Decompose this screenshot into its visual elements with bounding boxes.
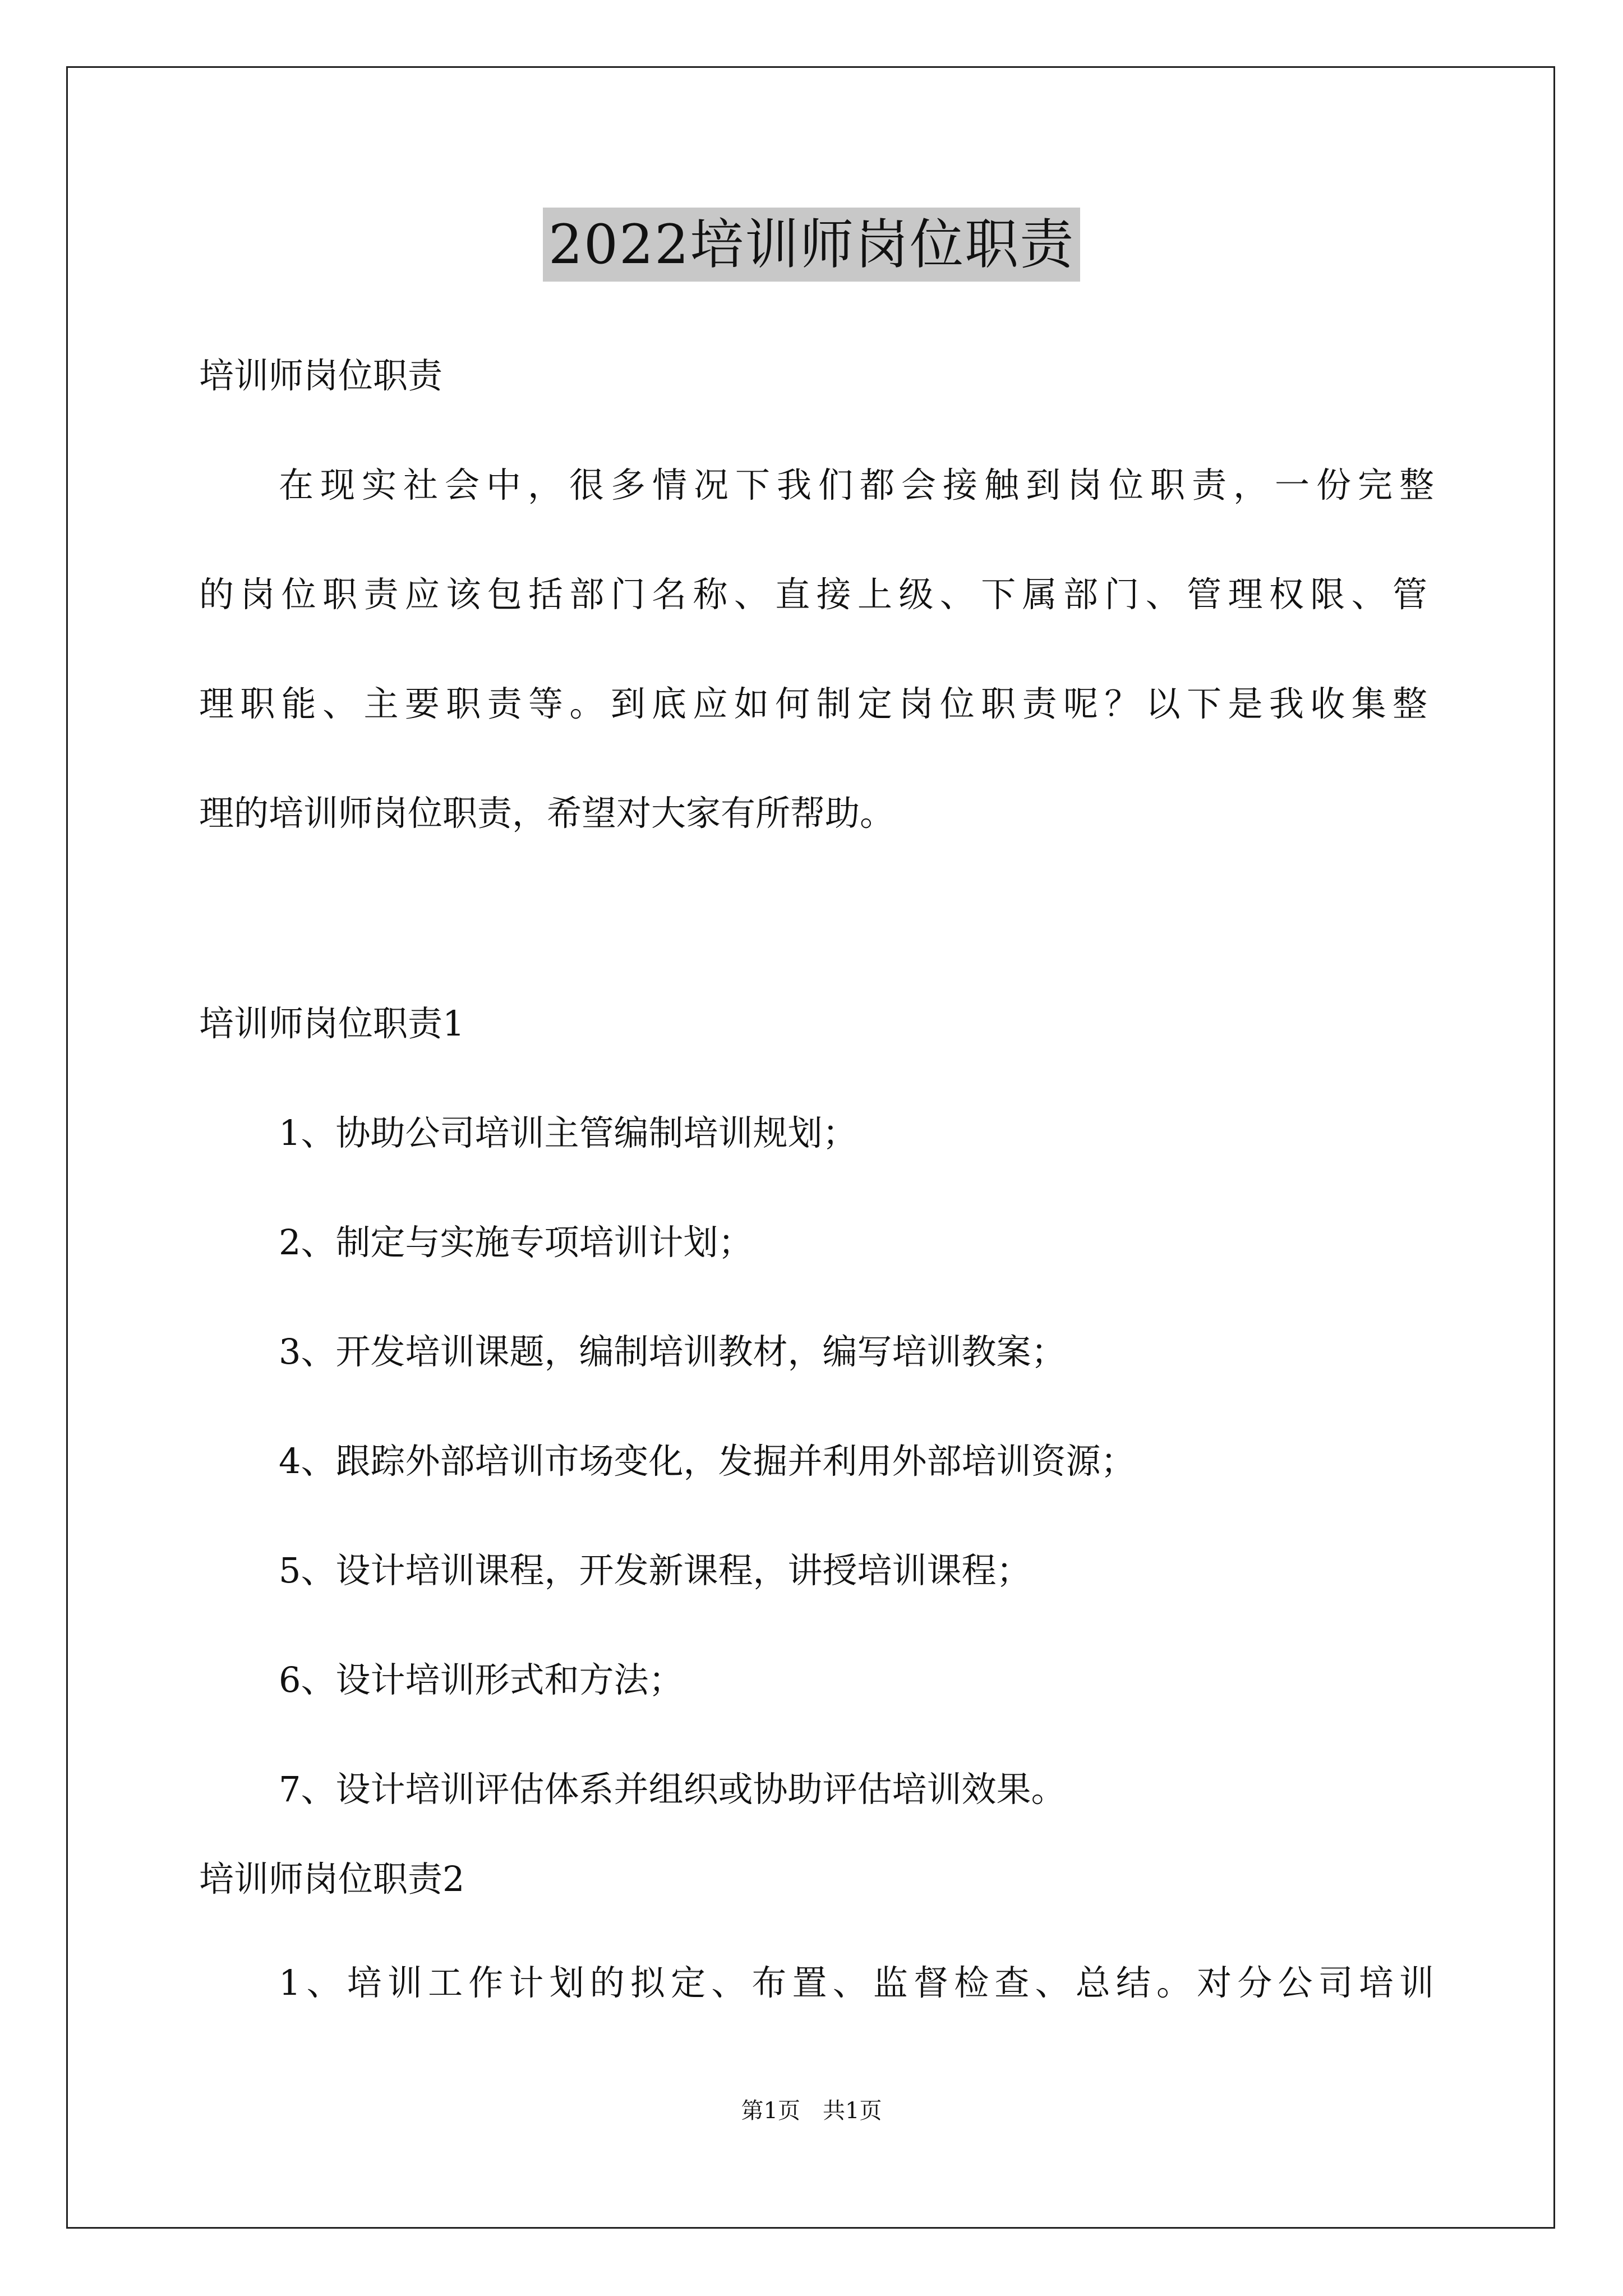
intro-paragraph-line: 理的培训师岗位职责，希望对大家有所帮助。 (199, 793, 895, 834)
intro-paragraph-line: 的岗位职责应该包括部门名称、直接上级、下属部门、管理权限、管 (199, 574, 1427, 615)
duty-item: 6、设计培训形式和方法； (279, 1659, 684, 1700)
document-title: 2022培训师岗位职责 (543, 208, 1080, 282)
intro-heading: 培训师岗位职责 (199, 355, 443, 396)
title-container (0, 208, 1623, 282)
duty-item: 3、开发培训课题，编制培训教材，编写培训教案； (279, 1331, 1066, 1372)
duty-item: 1、协助公司培训主管编制培训规划； (279, 1112, 857, 1153)
page-footer: 第1页 共1页 (741, 2098, 882, 2124)
duty-item: 5、设计培训课程，开发新课程，讲授培训课程； (279, 1550, 1031, 1591)
section-heading-2: 培训师岗位职责2 (199, 1858, 465, 1899)
intro-paragraph-line: 在现实社会中，很多情况下我们都会接触到岗位职责，一份完整 (279, 464, 1434, 505)
duty-item: 2、制定与实施专项培训计划； (279, 1222, 753, 1263)
duty-item: 7、设计培训评估体系并组织或协助评估培训效果。 (279, 1769, 1066, 1810)
duty-item: 4、跟踪外部培训市场变化，发掘并利用外部培训资源； (279, 1441, 1136, 1481)
section-heading-1: 培训师岗位职责1 (199, 1003, 465, 1044)
intro-paragraph-line: 理职能、主要职责等。到底应如何制定岗位职责呢？以下是我收集整 (199, 683, 1427, 724)
duty-item: 1、培训工作计划的拟定、布置、监督检查、总结。对分公司培训 (279, 1962, 1434, 2003)
